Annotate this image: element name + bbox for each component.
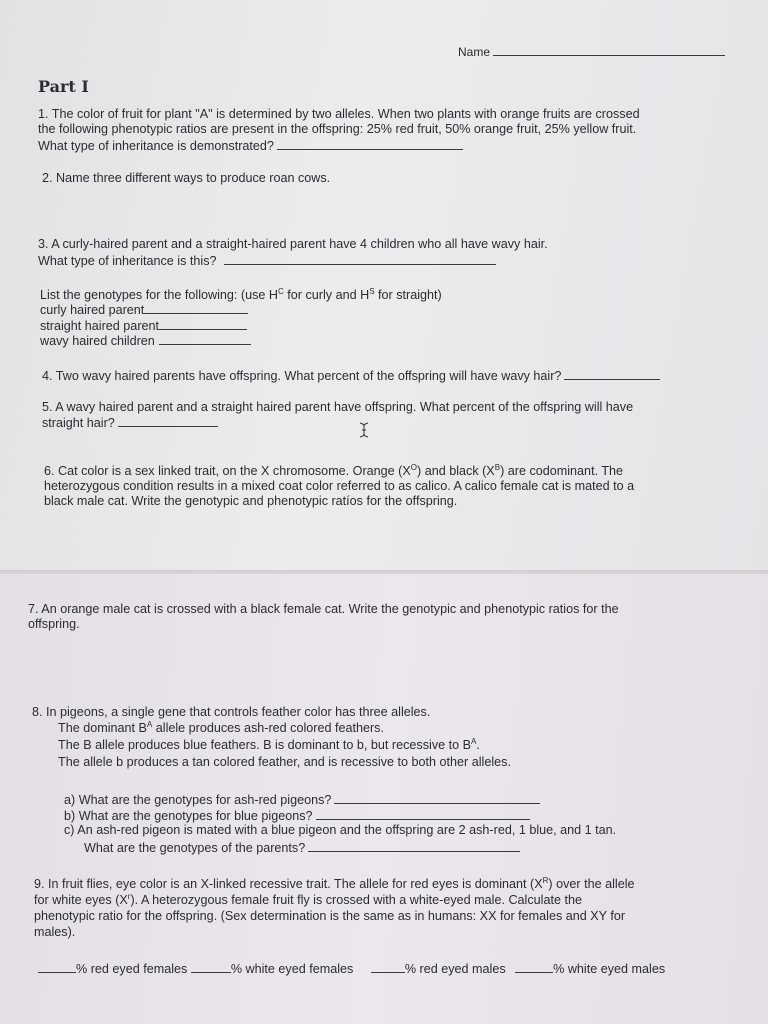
q1-answer-blank[interactable]	[277, 137, 463, 150]
q9-line-2: for white eyes $(X^r)$. A heterozygous female fruit fly is crossed with a white-eyed male. Calculate the	[34, 891, 582, 907]
q9-answer-row: % red eyed females % white eyed females % red eyed males % white eyed males	[38, 960, 665, 977]
q7-line-2: offspring.	[28, 617, 80, 631]
q8-part-b: b) What are the genotypes for blue pigeons?	[64, 807, 530, 824]
q5-line-1: 5. A wavy haired parent and a straight haired parent have offspring. What percent of the offspring will have	[42, 400, 634, 414]
text-cursor-icon	[359, 422, 369, 438]
q7-line-1: 7. An orange male cat is crossed with a black female cat. Write the genotypic and phenotypic ratios for the	[28, 602, 619, 616]
q3-item-straight: straight haired parent	[40, 317, 247, 334]
q8b-answer-blank[interactable]	[316, 807, 530, 820]
q8-part-c-line-2: What are the genotypes of the parents?	[84, 839, 520, 856]
q1-line-3	[38, 137, 463, 154]
q6-line-1: 6. Cat color is a sex linked trait, on the X chromosome. Orange $(X^O)$ and black $(X^B)$ are codominant. The	[44, 462, 624, 478]
q8-part-c-line-1: c) An ash-red pigeon is mated with a blue pigeon and the offspring are 2 ash-red, 1 blue, and 1 tan.	[64, 823, 617, 837]
q3-question: What type of inheritance is this?	[38, 254, 217, 268]
q8-line-1: 8. In pigeons, a single gene that controls feather color has three alleles.	[32, 705, 431, 719]
q3-line-1: 3. A curly-haired parent and a straight-haired parent have 4 children who all have wavy hair.	[38, 237, 548, 251]
q4-answer-blank[interactable]	[564, 367, 660, 380]
worksheet-page-2	[0, 574, 768, 1024]
q8a-answer-blank[interactable]	[334, 791, 540, 804]
q3-wavy-blank[interactable]	[159, 332, 251, 345]
q3-list-intro: List the genotypes for the following: (use $H^C$ for curly and $H^S$ for straight)	[40, 286, 442, 302]
q9-line-4: males).	[34, 925, 76, 939]
q9-white-males-blank[interactable]	[515, 960, 553, 973]
q3-item-wavy: wavy haired children	[40, 332, 251, 349]
q8-line-2: The dominant $B^A$ allele produces ash-red colored feathers.	[58, 719, 384, 735]
q1-line-1: 1. The color of fruit for plant "A" is determined by two alleles. When two plants with orange fruits are crossed	[38, 107, 640, 121]
q9-line-1: 9. In fruit flies, eye color is an X-linked recessive trait. The allele for red eyes is dominant $(X^R)$ over the allele	[34, 875, 635, 891]
q3-item-curly: curly haired parent	[40, 301, 248, 318]
q9-red-females-blank[interactable]	[38, 960, 76, 973]
name-field	[458, 43, 725, 60]
q8-line-3: The B allele produces blue feathers. B is dominant to b, but recessive to $B^A$.	[58, 736, 480, 752]
q8-line-4: The allele b produces a tan colored feather, and is recessive to both other alleles.	[58, 755, 511, 769]
q8-part-a: a) What are the genotypes for ash-red pigeons?	[64, 791, 540, 808]
name-label: Name	[458, 45, 491, 59]
name-blank[interactable]	[493, 43, 725, 56]
q1-line-2: the following phenotypic ratios are present in the offspring: 25% red fruit, 50% orange fruit, 25% yellow fruit.	[38, 122, 637, 136]
q6-line-2: heterozygous condition results in a mixed coat color referred to as calico. A calico female cat is mated to a	[44, 479, 635, 493]
q9-red-males-blank[interactable]	[371, 960, 405, 973]
q5-answer-blank[interactable]	[118, 414, 218, 427]
q8c-answer-blank[interactable]	[308, 839, 520, 852]
q9-line-3: phenotypic ratio for the offspring. (Sex determination is the same as in humans: XX for females and XY for	[34, 909, 626, 923]
q9-white-females-blank[interactable]	[191, 960, 231, 973]
q6-line-3: black male cat. Write the genotypic and phenotypic ratíos for the offspring.	[44, 494, 458, 508]
q3-straight-blank[interactable]	[159, 317, 247, 330]
q3-answer-blank[interactable]	[224, 252, 496, 265]
q5-line-2: straight hair?	[42, 414, 218, 431]
q2-line-1: 2. Name three different ways to produce roan cows.	[42, 171, 331, 185]
q3-curly-blank[interactable]	[144, 301, 248, 314]
part-title: Part I	[38, 77, 89, 96]
q4-line-1: 4. Two wavy haired parents have offspring. What percent of the offspring will have wavy hair?	[42, 367, 660, 384]
q3-line-2	[38, 252, 496, 269]
q1-question: What type of inheritance is demonstrated?	[38, 139, 274, 153]
